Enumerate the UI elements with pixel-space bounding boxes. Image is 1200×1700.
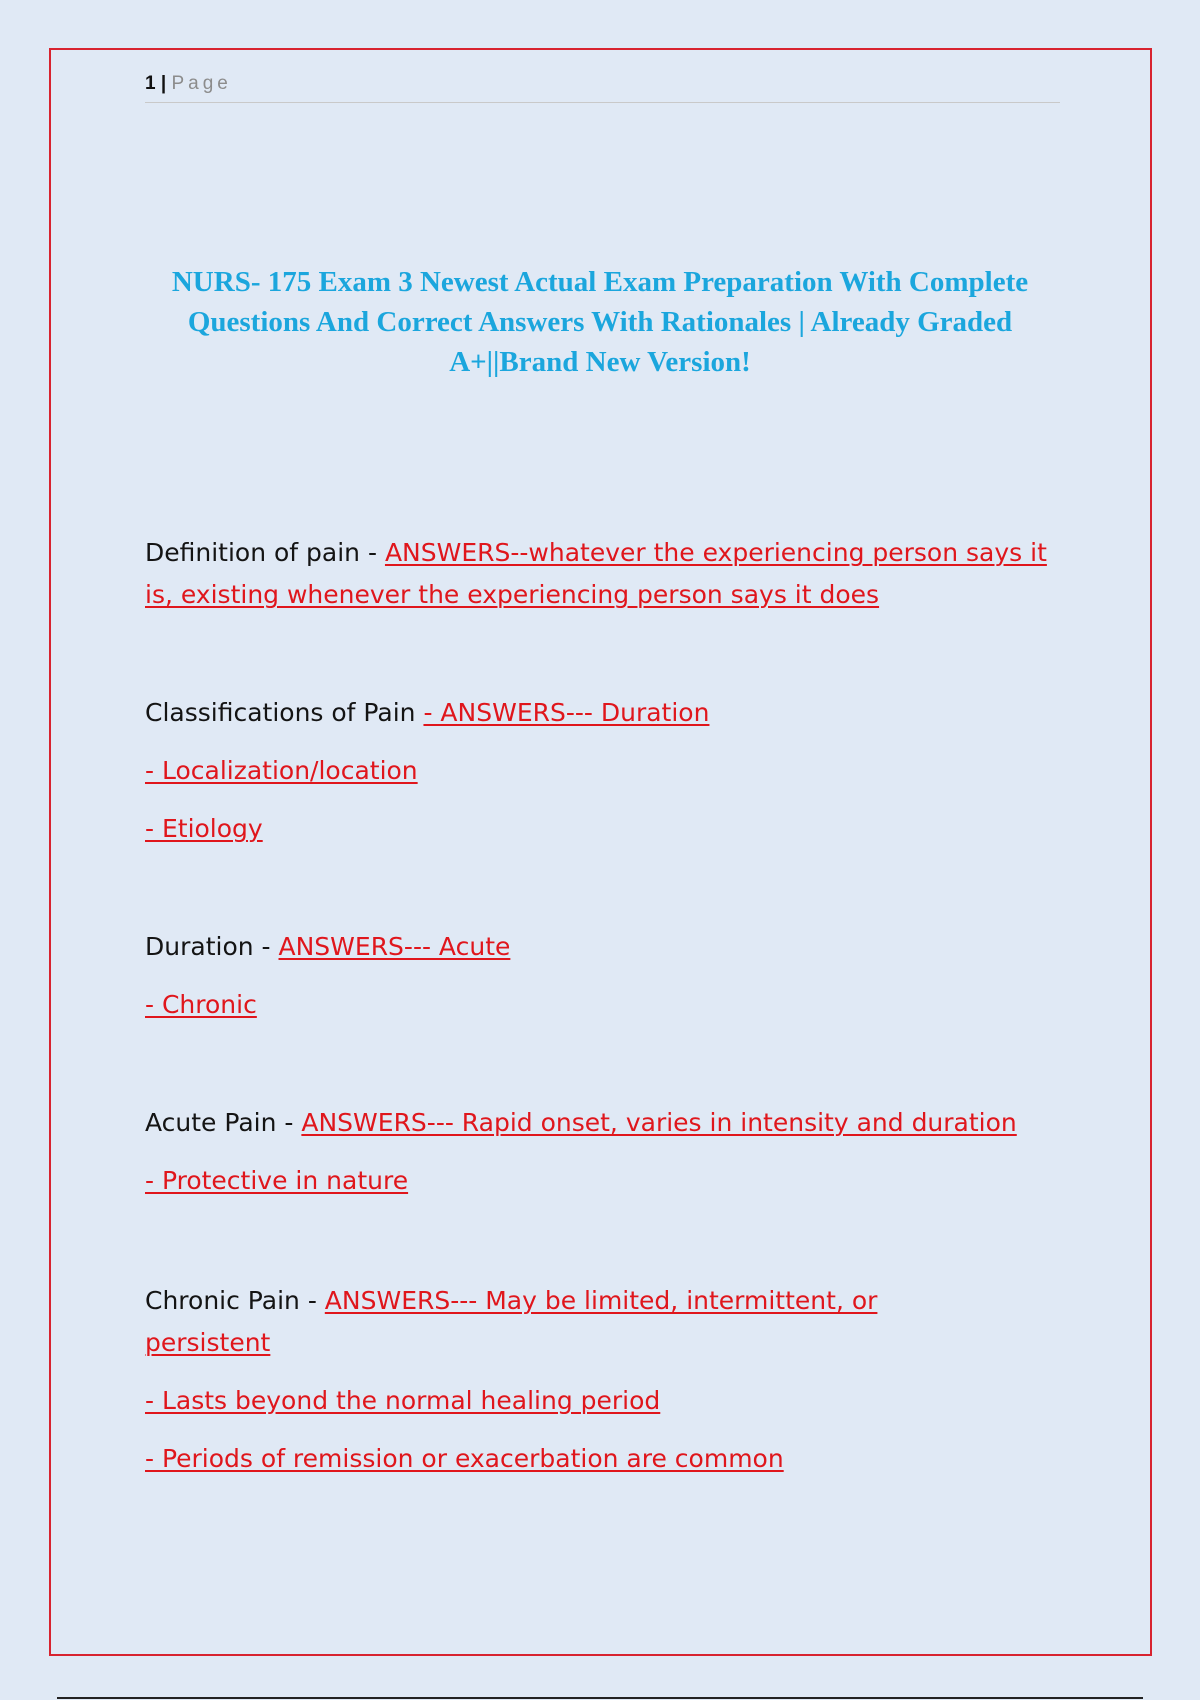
page-number: 1 (145, 73, 156, 94)
answer-extra-line: - Lasts beyond the normal healing period (145, 1386, 661, 1415)
document-title: NURS- 175 Exam 3 Newest Actual Exam Preparation With Complete Questions And Correct Answers With Rationales | Already Graded A+||Brand New Version! (171, 266, 1029, 378)
question-text: Duration - (145, 932, 279, 961)
answer-text: ANSWERS--- Acute (278, 932, 511, 961)
qa-item-acute-pain (145, 1102, 1075, 1202)
answer-extra-line: - Chronic (145, 990, 257, 1019)
answer-extra-line: - Periods of remission or exacerbation are common (145, 1444, 784, 1473)
answer-text: ANSWERS--- May be limited, intermittent, or persistent (145, 1286, 878, 1357)
answer-text: ANSWERS--whatever the experiencing person says it is, existing whenever the experiencing person says it does (145, 538, 1047, 609)
qa-item-definition-of-pain (145, 532, 1075, 616)
page-header (145, 72, 1060, 103)
answer-text: ANSWERS--- Rapid onset, varies in intensity and duration (301, 1108, 1017, 1137)
answer-extra-line: - Etiology (145, 814, 263, 843)
answer-extra-line: - Protective in nature (145, 1166, 409, 1195)
page-label: Page (171, 73, 232, 94)
qa-item-duration (145, 926, 1075, 1026)
question-text: Classifications of Pain (145, 698, 424, 727)
answer-text: - ANSWERS--- Duration (423, 698, 710, 727)
question-text: Acute Pain - (145, 1108, 302, 1137)
qa-item-classifications-of-pain (145, 692, 1075, 850)
header-separator: | (160, 73, 167, 94)
answer-extra-line: - Localization/location (145, 756, 418, 785)
question-text: Definition of pain - (145, 538, 385, 567)
footer-rule (57, 1697, 1143, 1699)
qa-item-chronic-pain (145, 1280, 945, 1480)
question-text: Chronic Pain - (145, 1286, 325, 1315)
